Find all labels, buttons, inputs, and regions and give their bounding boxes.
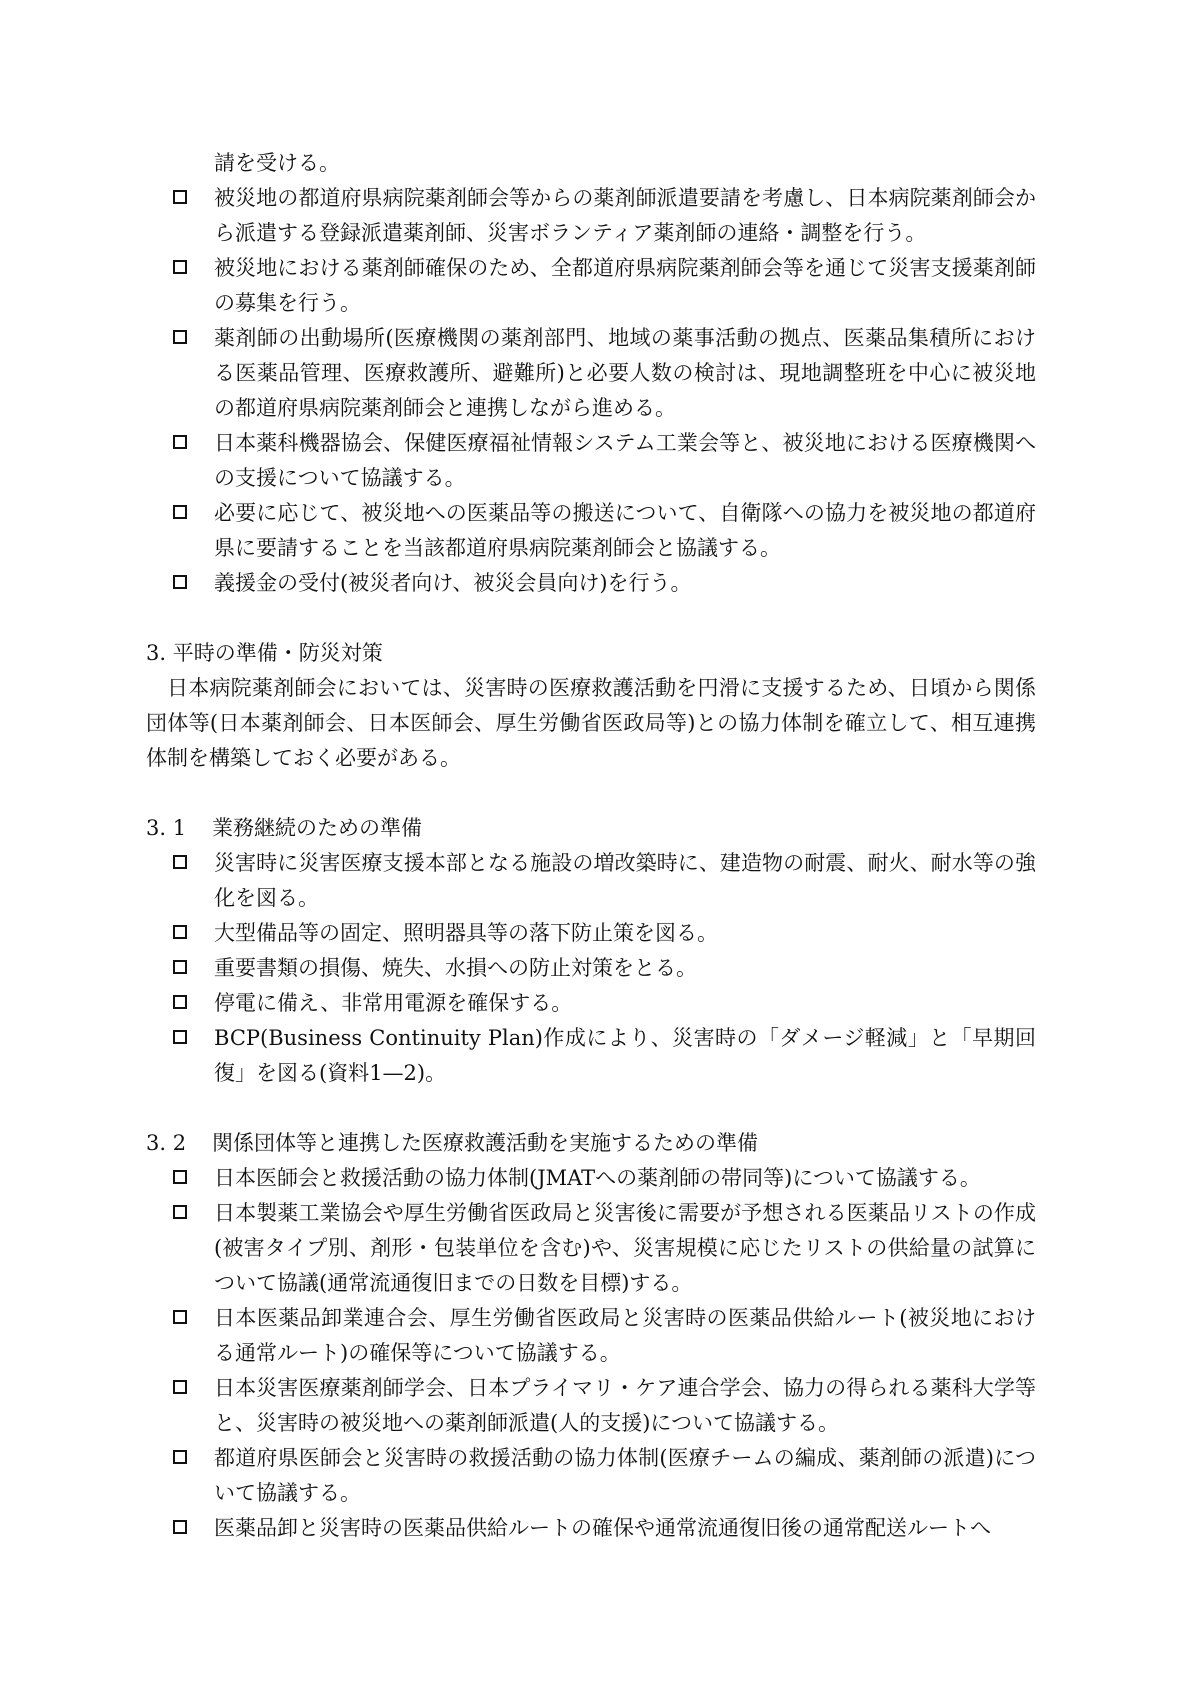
- list-item: BCP(Business Continuity Plan)作成により、災害時の「ダメージ軽減」と「早期回復」を図る(資料1—2)。: [146, 1021, 1036, 1091]
- section-number: 3. 1: [146, 816, 187, 840]
- square-bullet-icon: [173, 925, 187, 939]
- square-bullet-icon: [173, 960, 187, 974]
- list-item: 大型備品等の固定、照明器具等の落下防止策を図る。: [146, 916, 1036, 951]
- square-bullet-icon: [173, 190, 187, 204]
- list-item: 重要書類の損傷、焼失、水損への防止対策をとる。: [146, 951, 1036, 986]
- section2-list: [146, 181, 1036, 601]
- list-item: 停電に備え、非常用電源を確保する。: [146, 986, 1036, 1021]
- square-bullet-icon: [173, 505, 187, 519]
- square-bullet-icon: [173, 330, 187, 344]
- square-bullet-icon: [173, 1380, 187, 1394]
- list-item: 医薬品卸と災害時の医薬品供給ルートの確保や通常流通復旧後の通常配送ルートへ: [146, 1511, 1036, 1546]
- section-3-heading: 3. 平時の準備・防災対策: [146, 641, 383, 665]
- list-item: 日本薬科機器協会、保健医療福祉情報システム工業会等と、被災地における医療機関への支援について協議する。: [146, 426, 1036, 496]
- square-bullet-icon: [173, 1450, 187, 1464]
- square-bullet-icon: [173, 995, 187, 1009]
- list-item: 日本医師会と救援活動の協力体制(JMATへの薬剤師の帯同等)について協議する。: [146, 1161, 1036, 1196]
- list-item: 災害時に災害医療支援本部となる施設の増改築時に、建造物の耐震、耐火、耐水等の強化を図る。: [146, 846, 1036, 916]
- list-item: 被災地の都道府県病院薬剤師会等からの薬剤師派遣要請を考慮し、日本病院薬剤師会から派遣する登録派遣薬剤師、災害ボランティア薬剤師の連絡・調整を行う。: [146, 181, 1036, 251]
- square-bullet-icon: [173, 575, 187, 589]
- document-body: [146, 146, 1036, 1546]
- section-title: 業務継続のための準備: [212, 816, 422, 840]
- list-item: 義援金の受付(被災者向け、被災会員向け)を行う。: [146, 566, 1036, 601]
- square-bullet-icon: [173, 1170, 187, 1184]
- list-item: 日本災害医療薬剤師学会、日本プライマリ・ケア連合学会、協力の得られる薬科大学等と、災害時の被災地への薬剤師派遣(人的支援)について協議する。: [146, 1371, 1036, 1441]
- square-bullet-icon: [173, 1030, 187, 1044]
- square-bullet-icon: [173, 1205, 187, 1219]
- list-item: 都道府県医師会と災害時の救援活動の協力体制(医療チームの編成、薬剤師の派遣)について協議する。: [146, 1441, 1036, 1511]
- square-bullet-icon: [173, 260, 187, 274]
- continuation-text: 請を受ける。: [214, 151, 340, 175]
- section-3-paragraph: 日本病院薬剤師会においては、災害時の医療救護活動を円滑に支援するため、日頃から関係団体等(日本薬剤師会、日本医師会、厚生労働省医政局等)との協力体制を確立して、相互連携体制を構築しておく必要がある。: [146, 676, 1036, 770]
- section-3-1-heading: [146, 811, 1036, 846]
- list-item: 必要に応じて、被災地への医薬品等の搬送について、自衛隊への協力を被災地の都道府県に要請することを当該都道府県病院薬剤師会と協議する。: [146, 496, 1036, 566]
- square-bullet-icon: [173, 435, 187, 449]
- section-3-1-list: [146, 846, 1036, 1091]
- section-title: 関係団体等と連携した医療救護活動を実施するための準備: [212, 1131, 758, 1155]
- list-item: 日本医薬品卸業連合会、厚生労働省医政局と災害時の医薬品供給ルート(被災地における通常ルート)の確保等について協議する。: [146, 1301, 1036, 1371]
- section-3-2-heading: [146, 1126, 1036, 1161]
- list-item: 薬剤師の出動場所(医療機関の薬剤部門、地域の薬事活動の拠点、医薬品集積所における医薬品管理、医療救護所、避難所)と必要人数の検討は、現地調整班を中心に被災地の都道府県病院薬剤師会と連携しながら進める。: [146, 321, 1036, 426]
- section-number: 3. 2: [146, 1131, 187, 1155]
- list-item: 日本製薬工業協会や厚生労働省医政局と災害後に需要が予想される医薬品リストの作成(被害タイプ別、剤形・包装単位を含む)や、災害規模に応じたリストの供給量の試算について協議(通常流通復旧までの日数を目標)する。: [146, 1196, 1036, 1301]
- square-bullet-icon: [173, 1310, 187, 1324]
- section-3-2-list: [146, 1161, 1036, 1546]
- square-bullet-icon: [173, 1520, 187, 1534]
- list-item: 被災地における薬剤師確保のため、全都道府県病院薬剤師会等を通じて災害支援薬剤師の募集を行う。: [146, 251, 1036, 321]
- square-bullet-icon: [173, 855, 187, 869]
